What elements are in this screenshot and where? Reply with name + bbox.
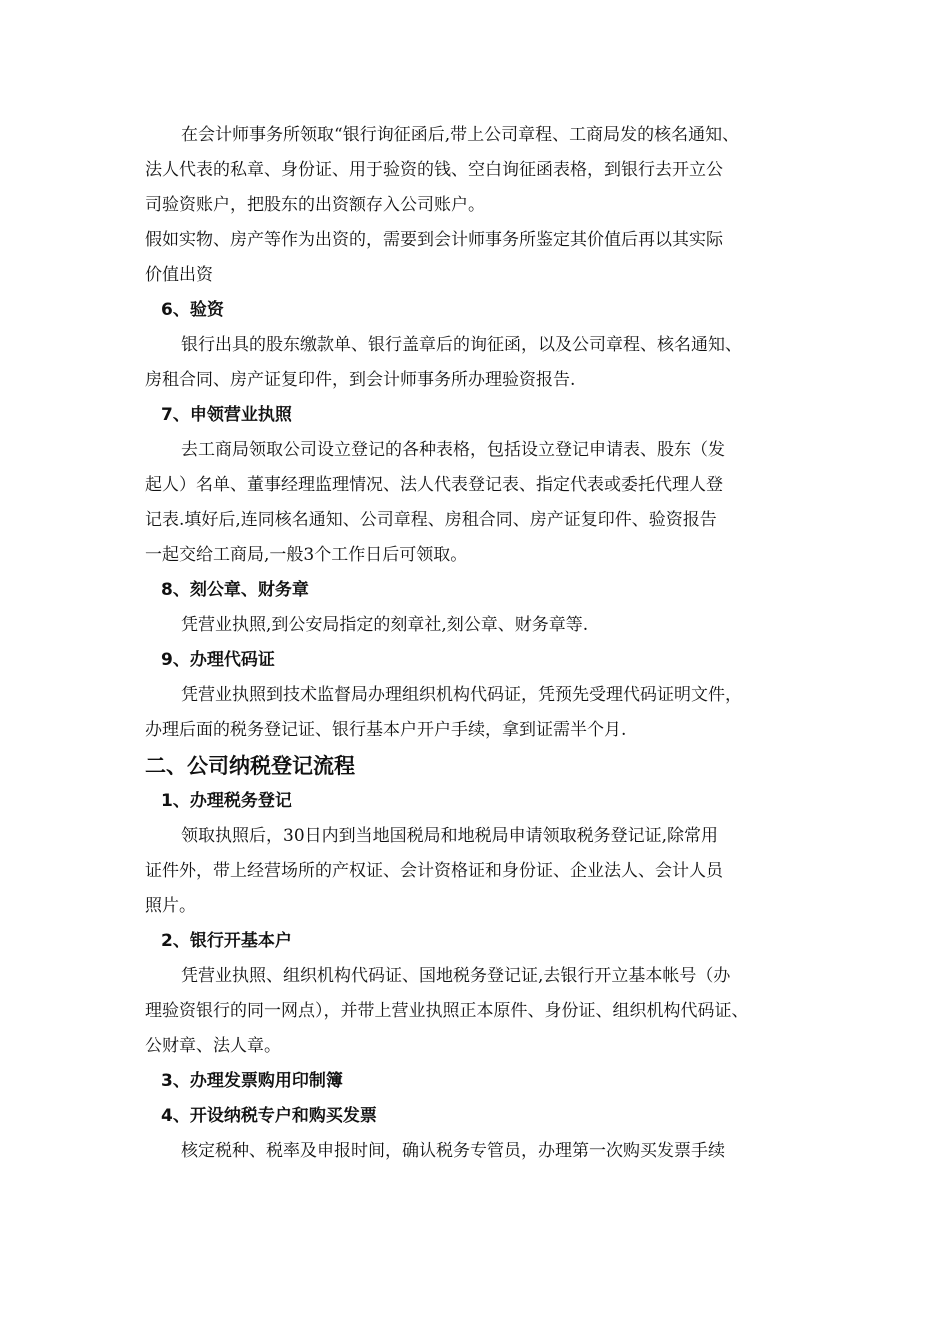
heading-code-certificate: 9、办理代码证 bbox=[161, 650, 275, 670]
paragraph-line: 在会计师事务所领取“银行询征函后,带上公司章程、工商局发的核名通知、 bbox=[181, 125, 740, 145]
paragraph-line: 领取执照后，30日内到当地国税局和地税局申请领取税务登记证,除常用 bbox=[181, 826, 719, 846]
paragraph-line: 去工商局领取公司设立登记的各种表格，包括设立登记申请表、股东（发 bbox=[181, 440, 725, 460]
paragraph-line: 证件外，带上经营场所的产权证、会计资格证和身份证、企业法人、会计人员 bbox=[145, 861, 723, 881]
paragraph-line: 一起交给工商局,一般3个工作日后可领取。 bbox=[145, 545, 468, 565]
heading-seals: 8、刻公章、财务章 bbox=[161, 580, 309, 600]
paragraph-line: 凭营业执照、组织机构代码证、国地税务登记证,去银行开立基本帐号（办 bbox=[181, 966, 731, 986]
paragraph-line: 理验资银行的同一网点），并带上营业执照正本原件、身份证、组织机构代码证、 bbox=[145, 1001, 749, 1021]
heading-tax-registration: 1、办理税务登记 bbox=[161, 791, 292, 811]
paragraph-line: 法人代表的私章、身份证、用于验资的钱、空白询征函表格，到银行去开立公 bbox=[145, 160, 723, 180]
heading-tax-account: 4、开设纳税专户和购买发票 bbox=[161, 1106, 377, 1126]
heading-verification: 6、验资 bbox=[161, 300, 224, 320]
paragraph-line: 凭营业执照到技术监督局办理组织机构代码证，凭预先受理代码证明文件， bbox=[181, 685, 742, 705]
paragraph-line: 核定税种、税率及申报时间，确认税务专管员，办理第一次购买发票手续 bbox=[181, 1141, 725, 1161]
paragraph-line: 银行出具的股东缴款单、银行盖章后的询征函，以及公司章程、核名通知、 bbox=[181, 335, 742, 355]
paragraph-line: 司验资账户，把股东的出资额存入公司账户。 bbox=[145, 195, 485, 215]
heading-invoice-book: 3、办理发票购用印制簿 bbox=[161, 1071, 343, 1091]
paragraph-line: 假如实物、房产等作为出资的，需要到会计师事务所鉴定其价值后再以其实际 bbox=[145, 230, 723, 250]
paragraph-line: 房租合同、房产证复印件，到会计师事务所办理验资报告. bbox=[145, 370, 576, 390]
heading-business-license: 7、申领营业执照 bbox=[161, 405, 292, 425]
paragraph-line: 办理后面的税务登记证、银行基本户开户手续，拿到证需半个月. bbox=[145, 720, 627, 740]
heading-bank-account: 2、银行开基本户 bbox=[161, 931, 292, 951]
paragraph-line: 价值出资 bbox=[145, 265, 213, 285]
section-title: 二、公司纳税登记流程 bbox=[145, 754, 355, 778]
paragraph-line: 记表.填好后,连同核名通知、公司章程、房租合同、房产证复印件、验资报告 bbox=[145, 510, 717, 530]
paragraph-line: 凭营业执照,到公安局指定的刻章社,刻公章、财务章等. bbox=[181, 615, 589, 635]
paragraph-line: 公财章、法人章。 bbox=[145, 1036, 281, 1056]
paragraph-line: 起人）名单、董事经理监理情况、法人代表登记表、指定代表或委托代理人登 bbox=[145, 475, 723, 495]
paragraph-line: 照片。 bbox=[145, 896, 196, 916]
